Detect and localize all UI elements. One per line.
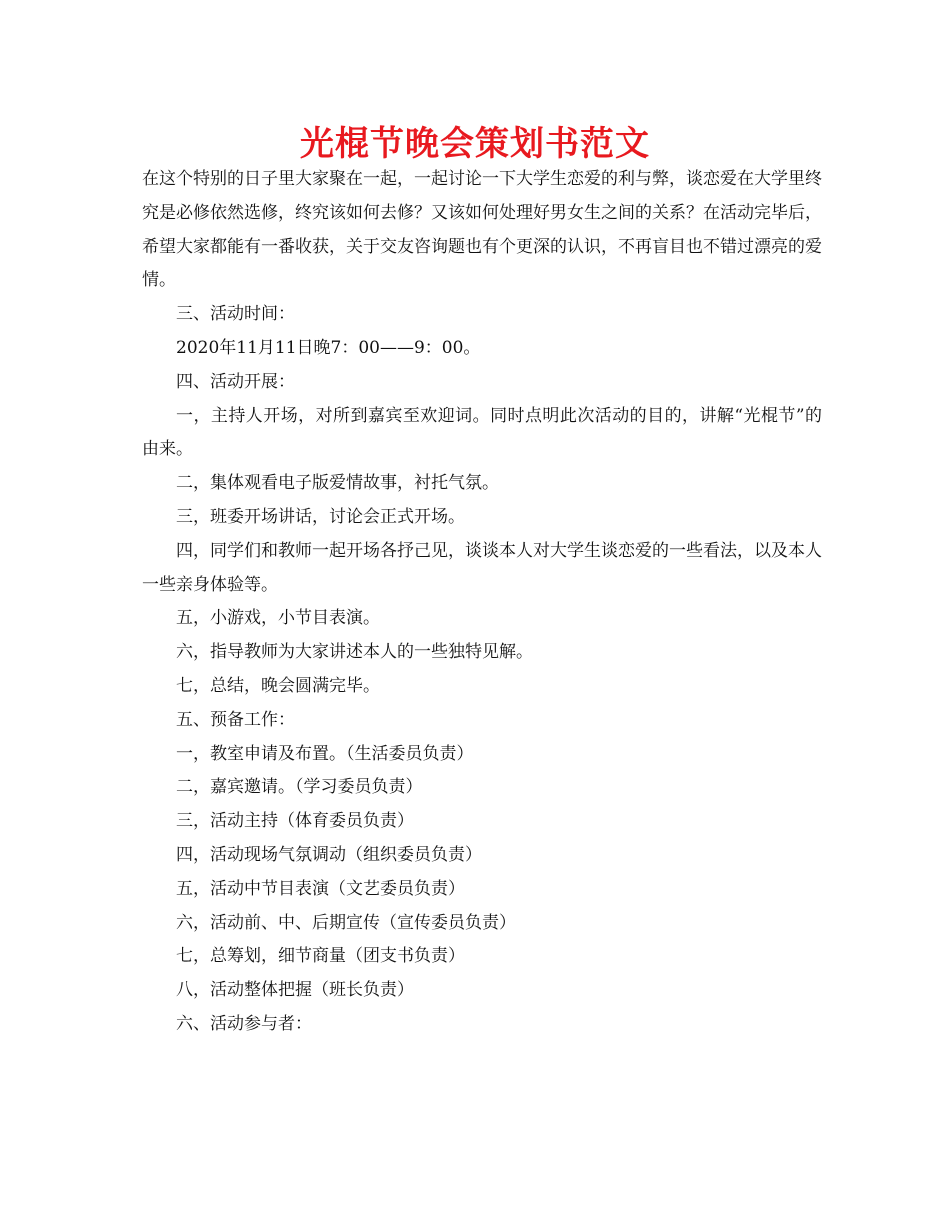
list-item: 八，活动整体把握（班长负责） bbox=[176, 980, 414, 1001]
list-item: 六，指导教师为大家讲述本人的一些独特见解。 bbox=[176, 642, 533, 663]
heading-participants: 六、活动参与者： bbox=[176, 1013, 312, 1034]
list-item: 三，活动主持（体育委员负责） bbox=[176, 811, 414, 832]
document-body bbox=[142, 163, 822, 1042]
document-title: 光棍节晚会策划书范文 bbox=[300, 124, 650, 164]
heading-activity-process: 四、活动开展： bbox=[176, 371, 295, 392]
list-item: 一，主持人开场，对所到嘉宾至欢迎词。同时点明此次活动的目的，讲解“光棍节”的由来。 bbox=[142, 405, 822, 460]
heading-activity-time: 三、活动时间： bbox=[176, 304, 295, 325]
list-item: 四，活动现场气氛调动（组织委员负责） bbox=[176, 844, 482, 865]
heading-preparation: 五、预备工作： bbox=[176, 709, 295, 730]
list-item: 二，嘉宾邀请。（学习委员负责） bbox=[176, 777, 423, 798]
list-item: 四，同学们和教师一起开场各抒己见，谈谈本人对大学生谈恋爱的一些看法，以及本人一些亲身体验等。 bbox=[142, 540, 822, 595]
paragraph-activity-time: 2020年11月11日晚7：00——9：00。 bbox=[176, 337, 481, 358]
list-item: 五，小游戏，小节目表演。 bbox=[176, 608, 380, 629]
list-item: 二，集体观看电子版爱情故事，衬托气氛。 bbox=[176, 473, 499, 494]
list-item: 一，教室申请及布置。（生活委员负责） bbox=[176, 743, 474, 764]
list-item: 六，活动前、中、后期宣传（宣传委员负责） bbox=[176, 912, 516, 933]
list-item: 七，总结，晚会圆满完毕。 bbox=[176, 675, 380, 696]
list-item: 七，总筹划，细节商量（团支书负责） bbox=[176, 946, 465, 967]
list-item: 五，活动中节目表演（文艺委员负责） bbox=[176, 878, 465, 899]
paragraph-intro: 在这个特别的日子里大家聚在一起，一起讨论一下大学生恋爱的利与弊，谈恋爱在大学里终究是必修依然选修，终究该如何去修？又该如何处理好男女生之间的关系？在活动完毕后，希望大家都能有一番收获，关于交友咨询题也有个更深的认识，不再盲目也不错过漂亮的爱情。 bbox=[142, 169, 822, 291]
list-item: 三，班委开场讲话，讨论会正式开场。 bbox=[176, 506, 465, 527]
